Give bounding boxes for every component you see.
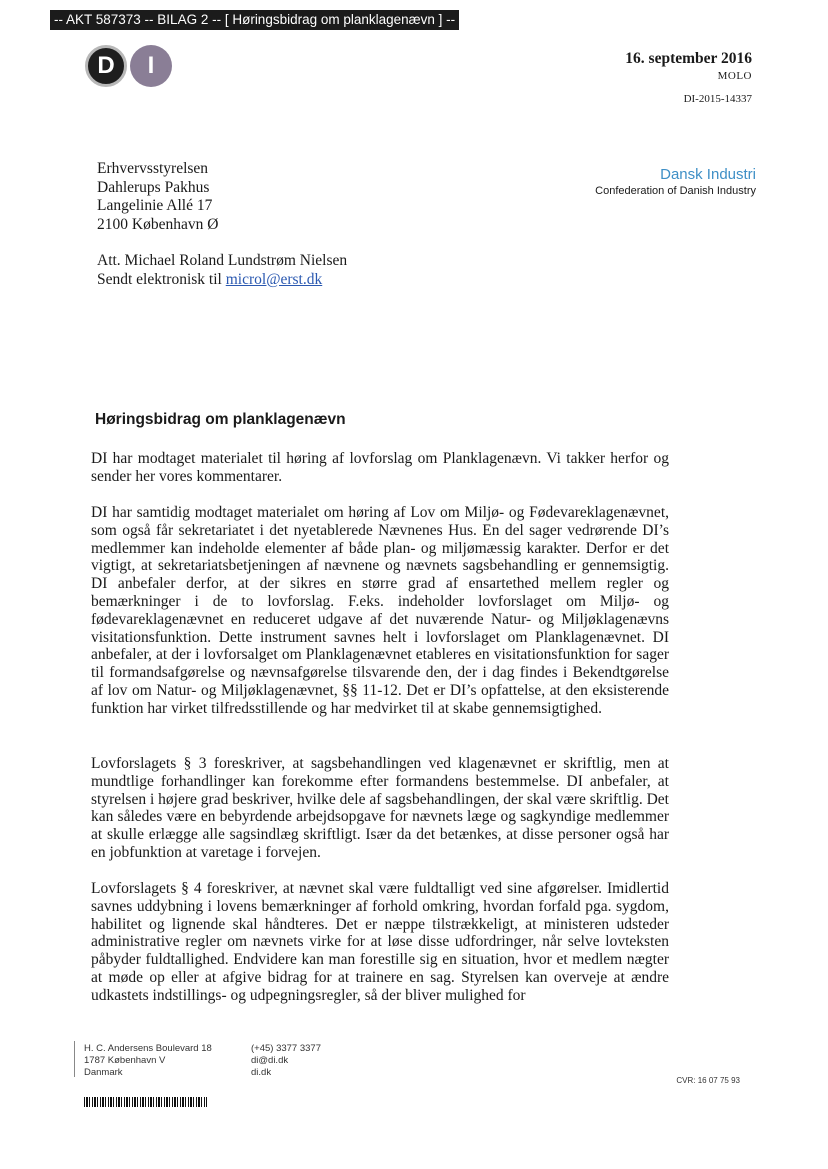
footer-phone: (+45) 3377 3377 [251, 1043, 321, 1054]
email-link[interactable]: microl@erst.dk [225, 270, 323, 288]
footer-divider [74, 1041, 75, 1077]
recipient-line: Dahlerups Pakhus [97, 178, 210, 196]
recipient-line: 2100 København Ø [97, 215, 219, 233]
recipient-address [97, 160, 218, 234]
body-paragraph: DI har modtaget materialet til høring af lovforslag om Planklagenævn. Vi takker herfor og sender her vores kommentarer. [91, 450, 669, 485]
barcode [84, 1097, 207, 1107]
recipient-line: Erhvervsstyrelsen [97, 160, 209, 177]
body-paragraph: Lovforslagets § 3 foreskriver, at sagsbehandlingen ved klagenævnet er skriftlig, men at mundtlige forhandlinger kan forekomme efter formandens bestemmelse. DI anbefaler, at styrelsen i højere grad beskriver, hvilke dele af sagsbehandlingen, der skal være skriftlig. Det kan således være en bebyrdende arbejdsopgave for nævnets læge og sagkyndige medlemmer at skulle erlægge alle sagsindlæg skriftligt. Især da det betænkes, at disse personer også har en jobfunktion at varetage i forvejen. [91, 755, 669, 861]
footer-address-line: Danmark [84, 1067, 123, 1078]
document-header-tag: -- AKT 587373 -- BILAG 2 -- [ Høringsbidrag om planklagenævn ] -- [50, 10, 459, 30]
footer-contact [251, 1043, 321, 1079]
body-paragraph: Lovforslagets § 4 foreskriver, at nævnet skal være fuldtalligt ved sine afgørelser. Imidlertid savnes uddybning i lovens bemærkninger af forhold omkring, hvordan forfald pga. sygdom, habilitet og lignende skal håndteres. Det er næppe tilstrækkeligt, at ministeren udsteder administrative regler om nævnets virke for at løse disse udfordringer, når selve lovteksten påbyder fuldtallighed. Endvidere kan man forestille sig en situation, hvor et medlem nægter at møde op eller at afgive bidrag for at trainere en sag. Styrelsen kan overveje at ændre udkastets indstillings- og udpegningsregler, så der bliver mulighed for [91, 880, 669, 1004]
letter-date: 16. september 2016 [625, 50, 752, 67]
attention-line: Att. Michael Roland Lundstrøm Nielsen [97, 252, 348, 269]
brand-subtitle: Confederation of Danish Industry [595, 185, 756, 197]
attention-block [97, 252, 347, 289]
footer-website: di.dk [251, 1067, 272, 1078]
journal-number: DI-2015-14337 [683, 93, 752, 105]
footer-email: di@di.dk [251, 1055, 289, 1066]
body-paragraph: DI har samtidig modtaget materialet om høring af Lov om Miljø- og Fødevareklagenævnet, som også får sekretariatet i det nyetablerede Nævnenes Hus. En del sager vedrørende DI’s medlemmer kan indeholde elementer af både plan- og miljømæssig karakter. Derfor er det vigtigt, at sekretariatsbetjeningen af nævnene og nævnets sagsbehandling er gennemsigtig. DI anbefaler derfor, at der sikres en større grad af ensartethed mellem regler og bemærkninger i de to lovforslag. F.eks. indeholder lovforslaget om Miljø- og fødevareklagenævnet en reduceret udgave af det nuværende Natur- og Miljøklagenævns visitationsfunktion. Dette instrument savnes helt i lovforslaget om Planklagenævnet. DI anbefaler, at der i lovforsalget om Planklagenævnet etableres en visitationsfunktion for sager til formandsafgørelse og nævnsafgørelse tilsvarende den, der i dag findes i Bekendtgørelse af lov om Natur- og Miljøklagenævnet, §§ 11-12. Det er DI’s opfattelse, at den eksisterende funktion har virket tilfredsstillende og har medvirket til at skabe gennemsigtighed. [91, 504, 669, 717]
recipient-line: Langelinie Allé 17 [97, 197, 213, 214]
author-initials: MOLO [717, 70, 752, 82]
di-logo-d: D [85, 45, 127, 87]
footer-address-line: H. C. Andersens Boulevard 18 [84, 1043, 212, 1054]
footer-cvr: CVR: 16 07 75 93 [676, 1076, 740, 1085]
letter-heading: Høringsbidrag om planklagenævn [95, 411, 346, 428]
brand-name: Dansk Industri [660, 166, 756, 183]
di-logo-i: I [130, 45, 172, 87]
footer-address [84, 1043, 212, 1079]
footer-address-line: 1787 København V [84, 1055, 166, 1066]
sent-prefix: Sendt elektronisk til [97, 270, 226, 288]
sent-line [97, 271, 347, 290]
